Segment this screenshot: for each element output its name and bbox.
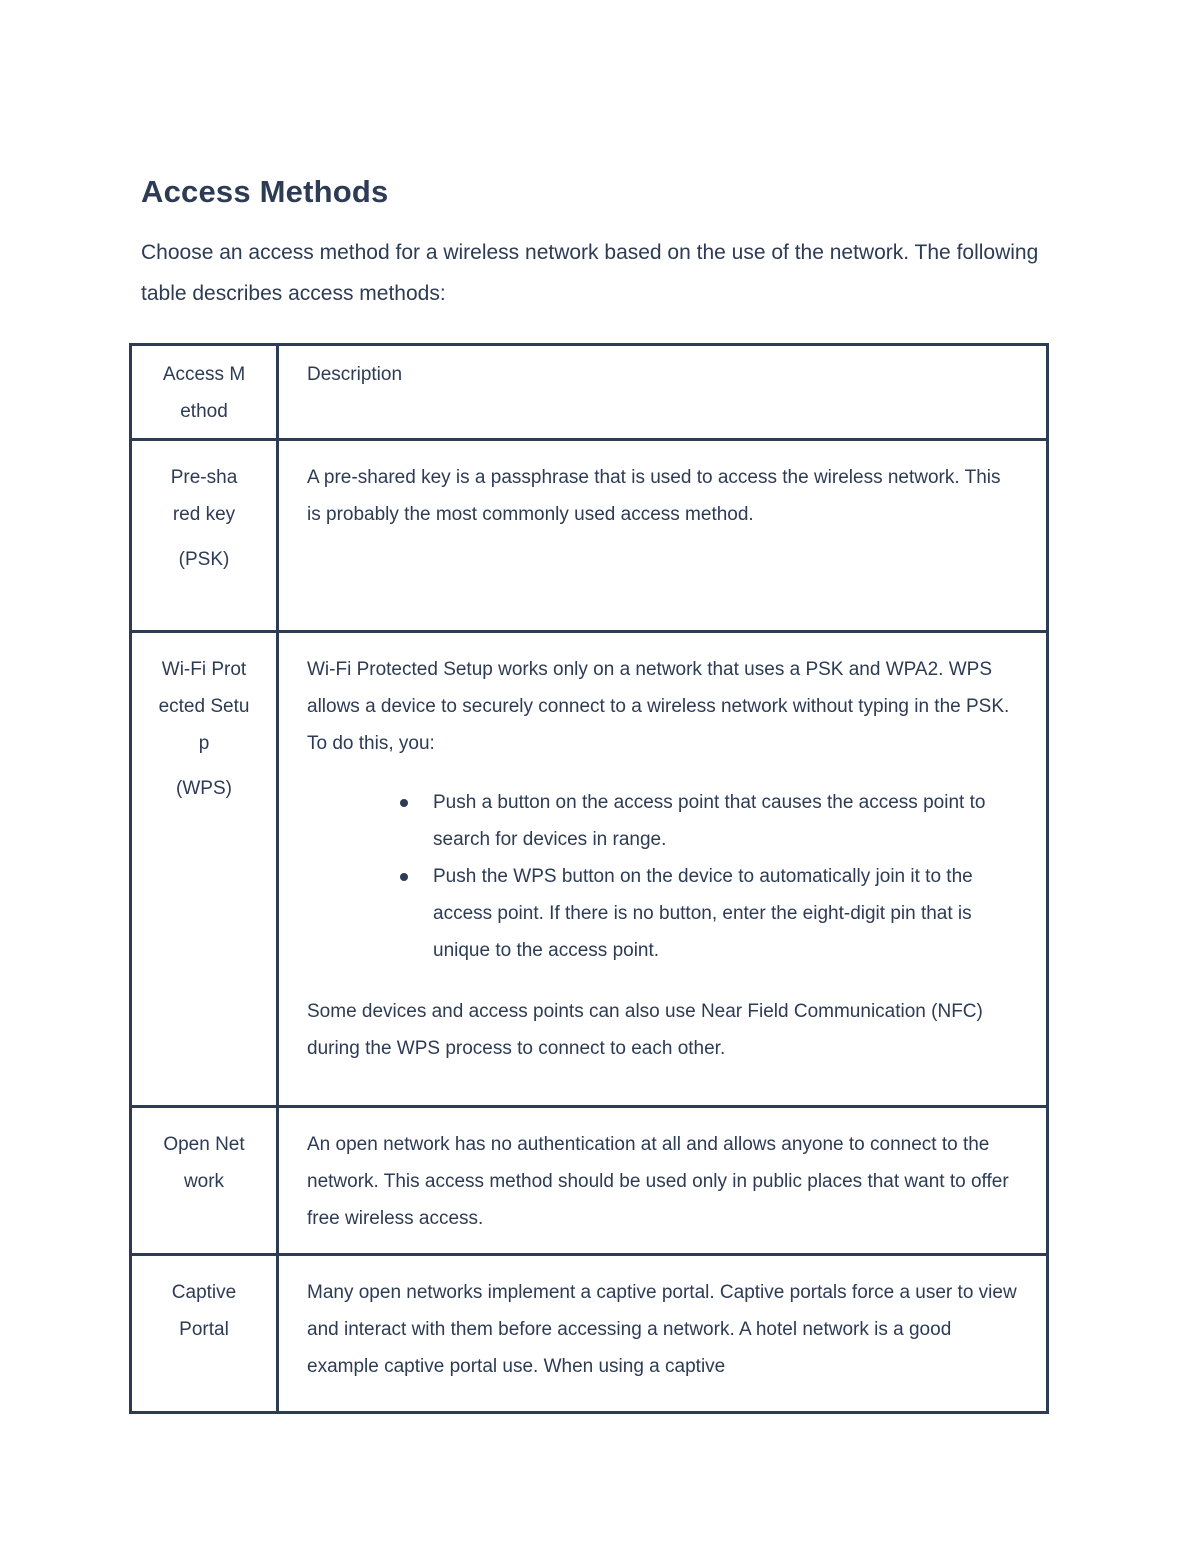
method-label: Open Network	[163, 1134, 245, 1192]
description-text: An open network has no authentication at all and allows anyone to connect to the network. This access method should be used only in public places that want to offer free wireless access.	[307, 1134, 1009, 1229]
description-text: Many open networks implement a captive portal. Captive portals force a user to view and interact with them before accessing a network. A hotel network is a good example captive portal use. When using a captive	[307, 1282, 1017, 1377]
list-item: Push a button on the access point that causes the access point to search for devices in range.	[433, 784, 1018, 858]
method-cell	[131, 440, 278, 632]
access-methods-table	[129, 343, 1049, 1414]
list-item: Push the WPS button on the device to automatically join it to the access point. If there is no button, enter the eight-digit pin that is unique to the access point.	[433, 858, 1018, 969]
table-row-open	[131, 1107, 1048, 1255]
method-name: Wi-Fi Protected Setup	[158, 659, 250, 754]
method-name: Pre-shared key	[170, 467, 238, 525]
intro-paragraph: Choose an access method for a wireless network based on the use of the network. The following table describes access methods:	[141, 241, 1039, 305]
method-cell	[131, 1107, 278, 1255]
method-abbr: (PSK)	[178, 549, 230, 570]
header-method-cell	[131, 345, 278, 440]
method-label	[132, 441, 276, 578]
table-row-psk	[131, 440, 1048, 632]
table-row-captive	[131, 1255, 1048, 1413]
steps-list	[307, 784, 1018, 969]
header-method-label: Access Method	[162, 364, 246, 422]
method-abbr: (WPS)	[176, 778, 232, 799]
method-cell	[131, 632, 278, 1107]
table-row-wps	[131, 632, 1048, 1107]
table-header-row	[131, 345, 1048, 440]
method-cell	[131, 1255, 278, 1413]
header-description-label: Description	[307, 364, 403, 385]
description-cell	[278, 1107, 1048, 1255]
header-description-cell	[278, 345, 1048, 440]
description-cell	[278, 1255, 1048, 1413]
description-note: Some devices and access points can also use Near Field Communication (NFC) during the WPS process to connect to each other.	[307, 1001, 983, 1059]
method-label: Captive Portal	[171, 1282, 237, 1340]
description-text: A pre-shared key is a passphrase that is used to access the wireless network. This is probably the most commonly used access method.	[307, 467, 1001, 525]
page-title: Access Methods	[141, 174, 389, 209]
description-cell	[278, 440, 1048, 632]
description-text: Wi-Fi Protected Setup works only on a network that uses a PSK and WPA2. WPS allows a device to securely connect to a wireless network without typing in the PSK. To do this, you:	[307, 659, 1010, 754]
description-cell	[278, 632, 1048, 1107]
method-label	[132, 633, 276, 807]
